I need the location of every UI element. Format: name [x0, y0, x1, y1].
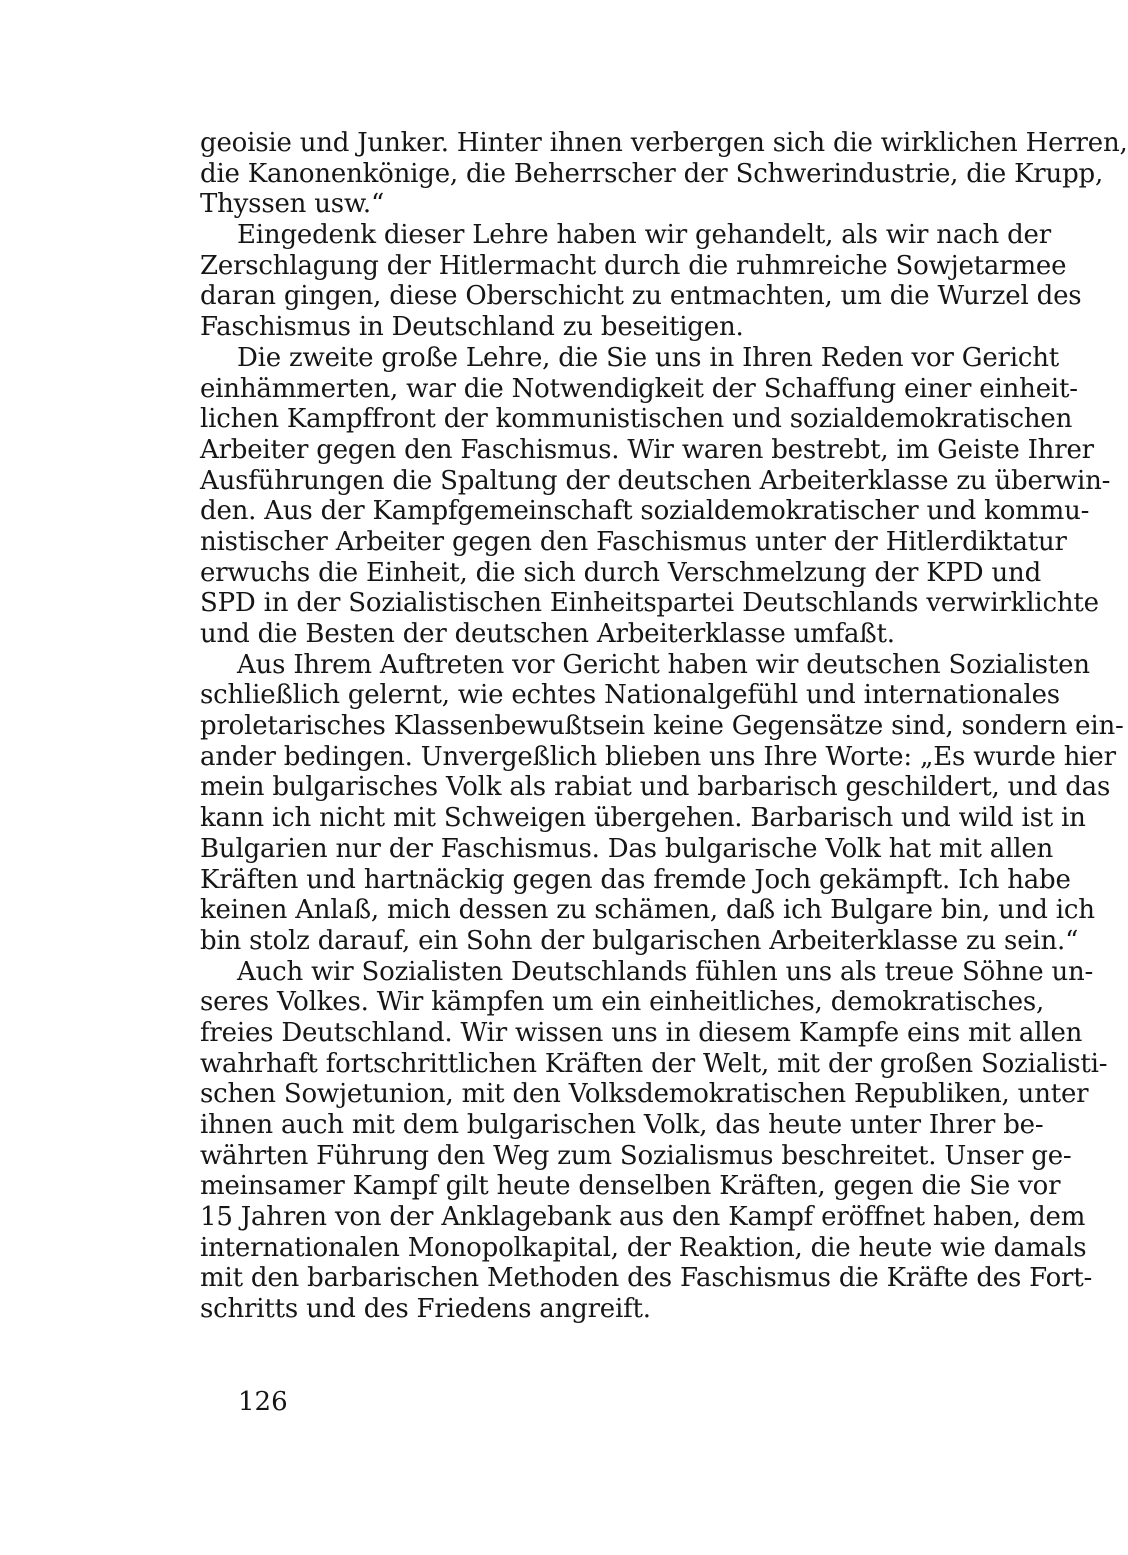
text-line: Ausführungen die Spaltung der deutschen Arbeiterklasse zu überwin-	[200, 465, 1111, 496]
paragraph-1	[200, 128, 1128, 220]
text-line: internationalen Monopolkapital, der Reaktion, die heute wie damals	[200, 1232, 1087, 1263]
paragraph-2	[200, 220, 1082, 343]
text-line: währten Führung den Weg zum Sozialismus beschreitet. Unser ge-	[200, 1140, 1072, 1171]
text-line: Arbeiter gegen den Faschismus. Wir waren bestrebt, im Geiste Ihrer	[200, 434, 1094, 465]
text-line: den. Aus der Kampfgemeinschaft sozialdemokratischer und kommu-	[200, 496, 1090, 527]
text-line: und die Besten der deutschen Arbeiterklasse umfaßt.	[200, 619, 895, 649]
text-line: bin stolz darauf, ein Sohn der bulgarischen Arbeiterklasse zu sein.“	[200, 925, 1079, 956]
text-line: Aus Ihrem Auftreten vor Gericht haben wir deutschen Sozialisten	[237, 649, 1090, 680]
text-line: schritts und des Friedens angreift.	[200, 1294, 651, 1325]
text-line: ander bedingen. Unvergeßlich blieben uns Ihre Worte: „Es wurde hier	[200, 741, 1116, 772]
text-line: Thyssen usw.“	[200, 189, 385, 220]
text-line: seres Volkes. Wir kämpfen um ein einheitliches, demokratisches,	[200, 987, 1045, 1018]
text-line: mit den barbarischen Methoden des Faschismus die Kräfte des Fort-	[200, 1263, 1093, 1294]
text-line: SPD in der Sozialistischen Einheitspartei Deutschlands verwirklichte	[200, 588, 1099, 619]
text-line: proletarisches Klassenbewußtsein keine Gegensätze sind, sondern ein-	[200, 711, 1124, 742]
paragraph-3	[200, 342, 1111, 650]
paragraph-4	[200, 649, 1124, 957]
paragraph-5	[200, 956, 1108, 1325]
text-line: schen Sowjetunion, mit den Volksdemokratischen Republiken, unter	[200, 1079, 1089, 1110]
text-line: schließlich gelernt, wie echtes Nationalgefühl und internationales	[200, 680, 1060, 711]
text-line: Eingedenk dieser Lehre haben wir gehandelt, als wir nach der	[237, 220, 1051, 251]
text-line: erwuchs die Einheit, die sich durch Verschmelzung der KPD und	[200, 557, 1042, 588]
text-line: Die zweite große Lehre, die Sie uns in Ihren Reden vor Gericht	[237, 342, 1059, 373]
body-text	[200, 128, 1128, 1325]
text-line: daran gingen, diese Oberschicht zu entmachten, um die Wurzel des	[200, 281, 1082, 312]
text-line: kann ich nicht mit Schweigen übergehen. Barbarisch und wild ist in	[200, 803, 1086, 834]
text-line: die Kanonenkönige, die Beherrscher der Schwerindustrie, die Krupp,	[200, 158, 1104, 189]
text-line: Kräften und hartnäckig gegen das fremde Joch gekämpft. Ich habe	[200, 864, 1071, 895]
text-line: Zerschlagung der Hitlermacht durch die ruhmreiche Sowjetarmee	[200, 250, 1067, 281]
text-line: mein bulgarisches Volk als rabiat und barbarisch geschildert, und das	[200, 772, 1111, 803]
text-line: meinsamer Kampf gilt heute denselben Kräften, gegen die Sie vor	[200, 1171, 1061, 1202]
text-line: einhämmerten, war die Notwendigkeit der Schaffung einer einheit-	[200, 373, 1078, 404]
text-line: Bulgarien nur der Faschismus. Das bulgarische Volk hat mit allen	[200, 833, 1054, 864]
text-line: lichen Kampffront der kommunistischen und sozialdemokratischen	[200, 404, 1073, 435]
text-line: wahrhaft fortschrittlichen Kräften der Welt, mit der großen Sozialisti-	[200, 1048, 1108, 1079]
text-line: freies Deutschland. Wir wissen uns in diesem Kampfe eins mit allen	[200, 1017, 1083, 1048]
page-number: 126	[238, 1387, 288, 1417]
text-line: ihnen auch mit dem bulgarischen Volk, das heute unter Ihrer be-	[200, 1110, 1044, 1140]
text-line: 15 Jahren von der Anklagebank aus den Kampf eröffnet haben, dem	[200, 1202, 1086, 1233]
text-line: geoisie und Junker. Hinter ihnen verbergen sich die wirklichen Herren,	[200, 128, 1128, 158]
text-line: keinen Anlaß, mich dessen zu schämen, daß ich Bulgare bin, und ich	[200, 895, 1095, 926]
text-line: Faschismus in Deutschland zu beseitigen.	[200, 312, 744, 343]
text-line: nistischer Arbeiter gegen den Faschismus unter der Hitlerdiktatur	[200, 526, 1067, 557]
text-line: Auch wir Sozialisten Deutschlands fühlen uns als treue Söhne un-	[237, 956, 1094, 987]
